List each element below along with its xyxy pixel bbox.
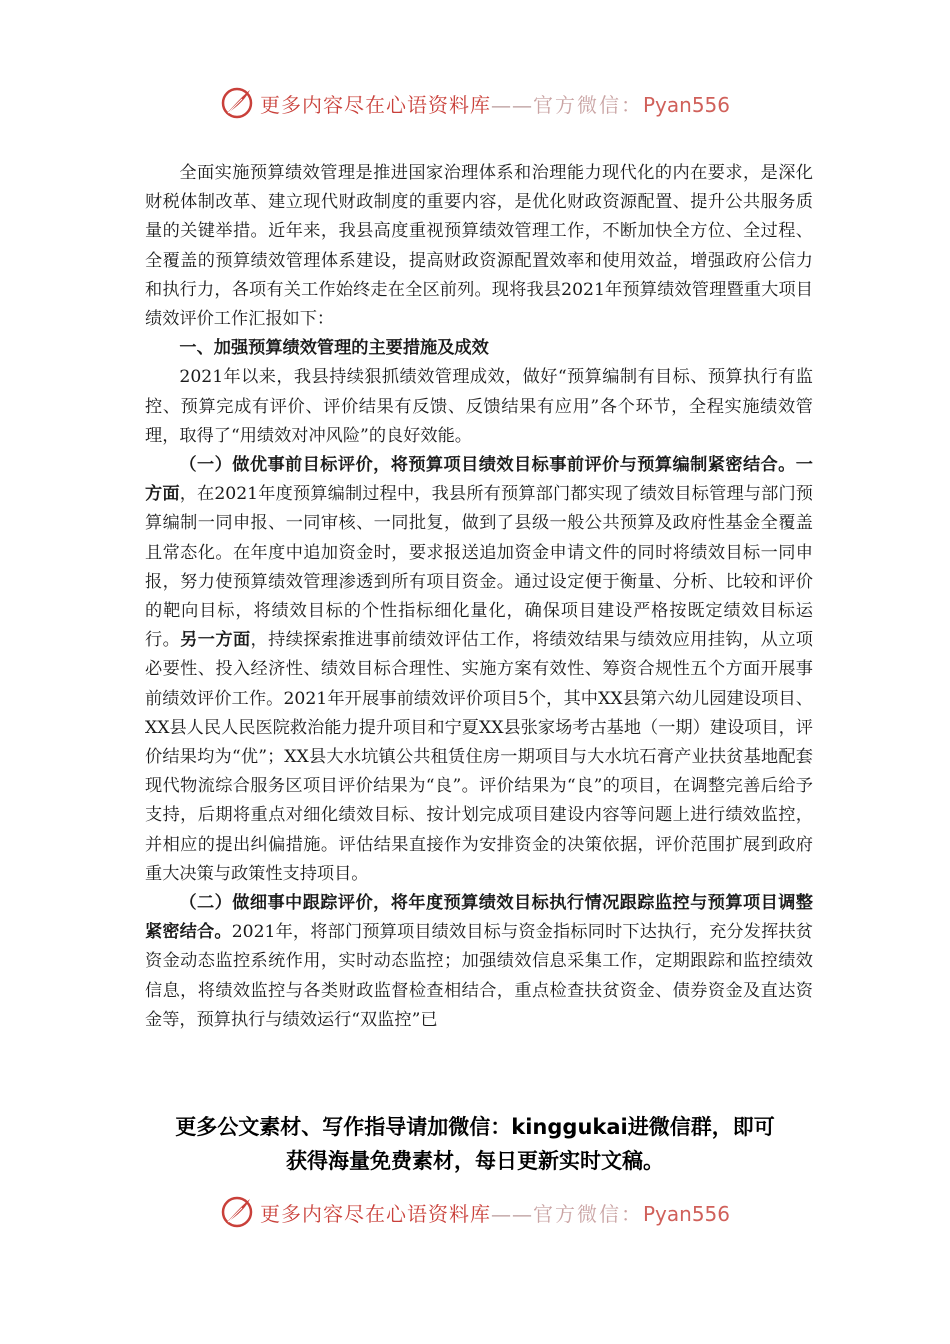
subsection-2-title: （二）做细事中跟踪评价，将年度预算绩效目标执行情况跟踪监控与预算项目调整紧密结合。	[145, 893, 813, 943]
intro-paragraph: 全面实施预算绩效管理是推进国家治理体系和治理能力现代化的内在要求，是深化财税体制改革、建立现代财政制度的重要内容，是优化财政资源配置、提升公共服务质量的关键举措。近年来，我县高度重视预算绩效管理工作，不断加快全方位、全过程、全覆盖的预算绩效管理体系建设，提高财政资源配置效率和使用效益，增强政府公信力和执行力，各项有关工作始终走在全区前列。现将我县2021年预算绩效管理暨重大项目绩效评价工作汇报如下：	[145, 163, 813, 330]
subsection-1-text-b: ，持续探索推进事前绩效评估工作，将绩效结果与绩效应用挂钩，从立项必要性、投入经济性、绩效目标合理性、实施方案有效性、筹资合规性五个方面开展事前绩效评价工作。2021年开展事前绩效评价项目5个，其中XX县第六幼儿园建设项目、XX县人民人民医院救治能力提升项目和宁夏XX县张家场考古基地（一期）建设项目，评价结果均为“优”；XX县大水坑镇公共租赁住房一期项目与大水坑石膏产业扶贫基地配套现代物流综合服务区项目评价结果为“良”。评价结果为“良”的项目，在调整完善后给予支持，后期将重点对细化绩效目标、按计划完成项目建设内容等问题上进行绩效监控，并相应的提出纠偏措施。评估结果直接作为安排资金的决策依据，评价范围扩展到政府重大决策与政策性支持项目。	[145, 630, 813, 884]
banner-dash: ——	[490, 92, 533, 117]
banner-dash: ——	[490, 1201, 533, 1226]
banner-title: 更多内容尽在心语资料库	[259, 1201, 491, 1226]
subsection-1-title: （一）做优事前目标评价，将预算项目绩效目标事前评价与预算编制紧密结合。	[179, 455, 796, 476]
document-body	[145, 159, 813, 1035]
promo-line-1: 更多公文素材、写作指导请加微信：kinggukai进微信群，即可	[175, 1115, 775, 1139]
banner-wechat-id: Pyan556	[642, 1201, 730, 1226]
subsection-1-text-a: ，在2021年度预算编制过程中，我县所有预算部门都实现了绩效目标管理与部门预算编制一同申报、一同审核、一同批复，做到了县级一般公共预算及政府性基金全覆盖且常态化。在年度中追加资金时，要求报送追加资金申请文件的同时将绩效目标一同申报，努力使预算绩效管理渗透到所有项目资金。通过设定便于衡量、分析、比较和评价的靶向目标，将绩效目标的个性指标细化量化，确保项目建设严格按既定绩效目标运行。	[145, 484, 813, 651]
banner-wechat-label: 官方微信：	[532, 1201, 643, 1226]
subsection-2-paragraph	[145, 889, 813, 1035]
section-heading-1: 一、加强预算绩效管理的主要措施及成效	[179, 338, 489, 359]
subsection-1-paragraph	[145, 451, 813, 889]
banner-wechat-label: 官方微信：	[532, 92, 643, 117]
lead-phrase-2: 另一方面	[180, 630, 251, 651]
subsection-2-text: 2021年，将部门预算项目绩效目标与资金指标同时下达执行，充分发挥扶贫资金动态监控系统作用，实时动态监控；加强绩效信息采集工作，定期跟踪和监控绩效信息，将绩效监控与各类财政监督检查相结合，重点检查扶贫资金、债券资金及直达资金等，预算执行与绩效运行“双监控”已	[145, 922, 813, 1030]
paragraph-2: 2021年以来，我县持续狠抓绩效管理成效，做好“预算编制有目标、预算执行有监控、预算完成有评价、评价结果有反馈、反馈结果有应用”各个环节，全程实施绩效管理，取得了“用绩效对冲风险”的良好效能。	[145, 367, 813, 446]
footer-watermark-banner	[0, 1192, 950, 1232]
quill-logo-icon	[220, 1195, 254, 1229]
header-watermark-banner	[0, 83, 950, 123]
promo-notice	[100, 1110, 850, 1178]
promo-line-2: 获得海量免费素材，每日更新实时文稿。	[286, 1149, 664, 1173]
quill-logo-icon	[220, 86, 254, 120]
banner-title: 更多内容尽在心语资料库	[259, 92, 491, 117]
lead-phrase-1: 一方面	[145, 455, 813, 505]
banner-wechat-id: Pyan556	[642, 92, 730, 117]
